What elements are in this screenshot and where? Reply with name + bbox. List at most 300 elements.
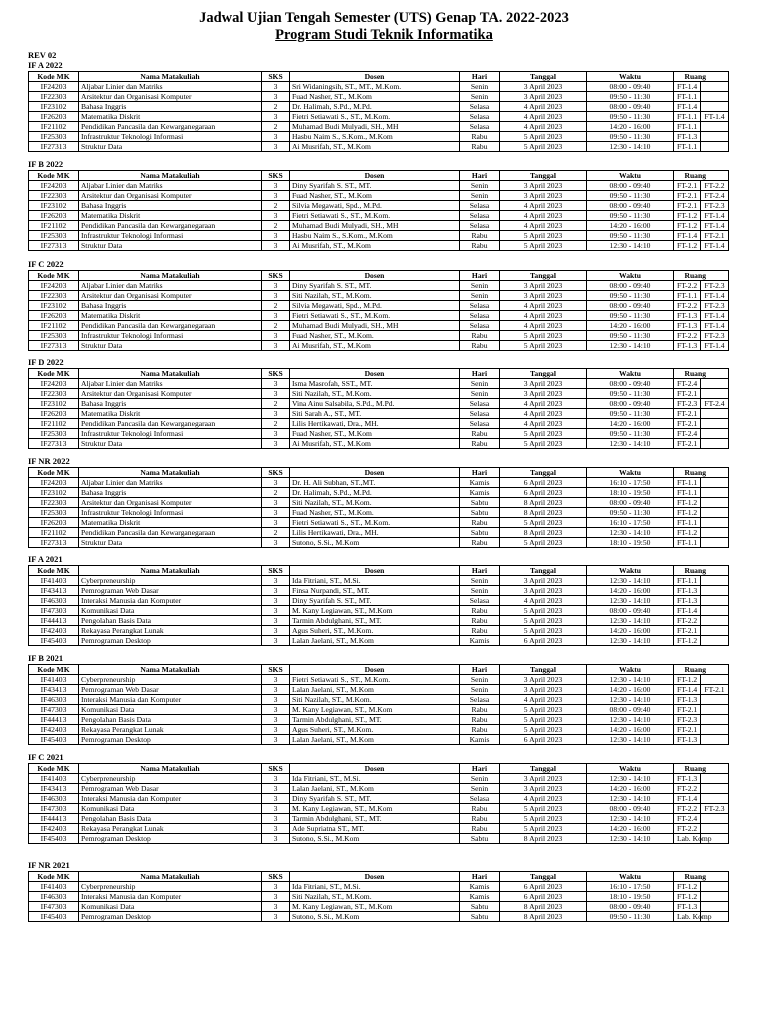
cell-ruang-1: FT-1.4: [674, 606, 701, 616]
cell-ruang-1: FT-1.3: [674, 596, 701, 606]
cell-tanggal: 6 April 2023: [500, 882, 587, 892]
cell-ruang-2: [701, 419, 729, 429]
cell-nama-matakuliah: Pemrograman Web Dasar: [79, 586, 262, 596]
cell-ruang-1: FT-2.3: [674, 715, 701, 725]
cell-waktu: 12:30 - 14:10: [587, 675, 674, 685]
section-label: IF D 2022: [28, 357, 64, 367]
table-row: [29, 902, 729, 912]
header-tanggal: Tanggal: [500, 271, 587, 281]
cell-hari: Selasa: [460, 794, 500, 804]
cell-dosen: Isma Masrofah, SST., MT.: [290, 379, 460, 389]
cell-sks: 3: [262, 518, 290, 528]
cell-dosen: Ida Fitriani, ST., M.Si.: [290, 882, 460, 892]
cell-hari: Senin: [460, 92, 500, 102]
cell-kode-mk: IF22303: [29, 291, 79, 301]
cell-nama-matakuliah: Cyberpreneurship: [79, 774, 262, 784]
cell-kode-mk: IF47303: [29, 606, 79, 616]
cell-dosen: Lilis Hertikawati, Dra., MH.: [290, 528, 460, 538]
cell-nama-matakuliah: Arsitektur dan Organisasi Komputer: [79, 191, 262, 201]
cell-ruang-1: FT-2.2: [674, 804, 701, 814]
cell-sks: 3: [262, 379, 290, 389]
cell-ruang-1: FT-1.2: [674, 675, 701, 685]
cell-tanggal: 8 April 2023: [500, 508, 587, 518]
header-hari: Hari: [460, 872, 500, 882]
cell-ruang-1: FT-2.1: [674, 705, 701, 715]
cell-kode-mk: IF45403: [29, 735, 79, 745]
cell-waktu: 18:10 - 19:50: [587, 488, 674, 498]
cell-sks: 3: [262, 882, 290, 892]
cell-sks: 3: [262, 912, 290, 922]
cell-nama-matakuliah: Pemrograman Web Dasar: [79, 685, 262, 695]
cell-hari: Rabu: [460, 341, 500, 351]
cell-tanggal: 5 April 2023: [500, 616, 587, 626]
cell-sks: 3: [262, 725, 290, 735]
cell-dosen: Ade Supriatna ST., MT.: [290, 824, 460, 834]
table-row: [29, 715, 729, 725]
cell-sks: 3: [262, 814, 290, 824]
cell-waktu: 12:30 - 14:10: [587, 695, 674, 705]
cell-sks: 3: [262, 191, 290, 201]
cell-hari: Senin: [460, 389, 500, 399]
cell-dosen: Hasbu Naim S., S.Kom., M.Kom: [290, 231, 460, 241]
cell-kode-mk: IF24203: [29, 82, 79, 92]
header-nama: Nama Matakuliah: [79, 171, 262, 181]
cell-tanggal: 5 April 2023: [500, 804, 587, 814]
cell-waktu: 09:50 - 11:30: [587, 508, 674, 518]
cell-ruang-1: FT-2.1: [674, 201, 701, 211]
cell-kode-mk: IF46303: [29, 892, 79, 902]
cell-nama-matakuliah: Pendidikan Pancasila dan Kewarganegaraan: [79, 419, 262, 429]
cell-hari: Sabtu: [460, 912, 500, 922]
cell-sks: 2: [262, 399, 290, 409]
table-row: [29, 379, 729, 389]
cell-dosen: Sutono, S.Si., M.Kom: [290, 538, 460, 548]
cell-waktu: 08:00 - 09:40: [587, 281, 674, 291]
cell-ruang-2: [701, 675, 729, 685]
cell-ruang-1: FT-1.3: [674, 902, 701, 912]
cell-kode-mk: IF24203: [29, 281, 79, 291]
table-row: [29, 794, 729, 804]
cell-sks: 3: [262, 774, 290, 784]
cell-nama-matakuliah: Komunikasi Data: [79, 705, 262, 715]
cell-ruang-2: [701, 92, 729, 102]
cell-waktu: 18:10 - 19:50: [587, 892, 674, 902]
cell-ruang-2: [701, 488, 729, 498]
cell-nama-matakuliah: Aljabar Linier dan Matriks: [79, 181, 262, 191]
cell-waktu: 16:10 - 17:50: [587, 478, 674, 488]
header-ruang: Ruang: [674, 369, 729, 379]
cell-nama-matakuliah: Cyberpreneurship: [79, 675, 262, 685]
header-sks: SKS: [262, 566, 290, 576]
cell-sks: 3: [262, 606, 290, 616]
cell-dosen: Vina Ainu Salsabila, S.Pd., M.Pd.: [290, 399, 460, 409]
cell-waktu: 12:30 - 14:10: [587, 834, 674, 844]
cell-ruang-2: [701, 528, 729, 538]
cell-dosen: Tarmin Abdulghani, ST., MT.: [290, 814, 460, 824]
cell-ruang-1: FT-1.2: [674, 508, 701, 518]
cell-dosen: Ai Musrifah, ST., M.Kom: [290, 439, 460, 449]
table-row: [29, 606, 729, 616]
cell-tanggal: 5 April 2023: [500, 715, 587, 725]
cell-hari: Senin: [460, 586, 500, 596]
cell-nama-matakuliah: Pemrograman Desktop: [79, 912, 262, 922]
table-row: [29, 488, 729, 498]
cell-dosen: Diny Syarifah S. ST., MT.: [290, 794, 460, 804]
cell-nama-matakuliah: Arsitektur dan Organisasi Komputer: [79, 92, 262, 102]
cell-ruang-1: FT-2.4: [674, 814, 701, 824]
table-row: [29, 291, 729, 301]
cell-waktu: 12:30 - 14:10: [587, 715, 674, 725]
cell-ruang-2: [701, 882, 729, 892]
header-tanggal: Tanggal: [500, 468, 587, 478]
header-waktu: Waktu: [587, 72, 674, 82]
cell-dosen: Tarmin Abdulghani, ST., MT.: [290, 616, 460, 626]
table-row: [29, 211, 729, 221]
cell-ruang-2: [701, 596, 729, 606]
cell-hari: Rabu: [460, 429, 500, 439]
cell-ruang-2: [701, 774, 729, 784]
cell-tanggal: 4 April 2023: [500, 321, 587, 331]
cell-kode-mk: IF22303: [29, 389, 79, 399]
cell-waktu: 08:00 - 09:40: [587, 301, 674, 311]
table-row: [29, 685, 729, 695]
cell-waktu: 09:50 - 11:30: [587, 112, 674, 122]
cell-ruang-1: FT-1.3: [674, 586, 701, 596]
cell-nama-matakuliah: Interaksi Manusia dan Komputer: [79, 695, 262, 705]
header-tanggal: Tanggal: [500, 171, 587, 181]
cell-ruang-1: FT-1.3: [674, 341, 701, 351]
cell-ruang-1: FT-2.1: [674, 409, 701, 419]
table-row: [29, 102, 729, 112]
cell-waktu: 09:50 - 11:30: [587, 331, 674, 341]
cell-kode-mk: IF43413: [29, 586, 79, 596]
cell-tanggal: 3 April 2023: [500, 685, 587, 695]
header-waktu: Waktu: [587, 171, 674, 181]
cell-ruang-2: [701, 794, 729, 804]
header-kode: Kode MK: [29, 872, 79, 882]
cell-kode-mk: IF25303: [29, 508, 79, 518]
cell-dosen: Fuad Nasher, ST., M.Kom: [290, 429, 460, 439]
cell-hari: Selasa: [460, 122, 500, 132]
cell-waktu: 08:00 - 09:40: [587, 498, 674, 508]
cell-hari: Senin: [460, 576, 500, 586]
cell-waktu: 14:20 - 16:00: [587, 586, 674, 596]
cell-nama-matakuliah: Arsitektur dan Organisasi Komputer: [79, 498, 262, 508]
cell-nama-matakuliah: Komunikasi Data: [79, 606, 262, 616]
cell-hari: Selasa: [460, 211, 500, 221]
cell-hari: Senin: [460, 82, 500, 92]
table-row: [29, 518, 729, 528]
cell-dosen: Dr. Halimah, S.Pd., M.Pd.: [290, 488, 460, 498]
cell-ruang-2: [701, 725, 729, 735]
cell-tanggal: 5 April 2023: [500, 824, 587, 834]
cell-ruang-1: FT-2.2: [674, 301, 701, 311]
cell-hari: Rabu: [460, 142, 500, 152]
cell-waktu: 12:30 - 14:10: [587, 528, 674, 538]
cell-ruang-2: FT-2.1: [701, 685, 729, 695]
cell-tanggal: 6 April 2023: [500, 478, 587, 488]
cell-ruang-1: FT-2.2: [674, 824, 701, 834]
cell-dosen: Diny Syarifah S. ST., MT.: [290, 281, 460, 291]
cell-sks: 3: [262, 804, 290, 814]
cell-ruang-2: [701, 824, 729, 834]
cell-nama-matakuliah: Pendidikan Pancasila dan Kewarganegaraan: [79, 528, 262, 538]
cell-kode-mk: IF46303: [29, 596, 79, 606]
header-kode: Kode MK: [29, 566, 79, 576]
cell-nama-matakuliah: Bahasa Inggris: [79, 301, 262, 311]
cell-ruang-1: FT-2.2: [674, 281, 701, 291]
cell-hari: Rabu: [460, 606, 500, 616]
cell-nama-matakuliah: Pemrograman Desktop: [79, 834, 262, 844]
cell-hari: Selasa: [460, 419, 500, 429]
cell-hari: Rabu: [460, 814, 500, 824]
header-sks: SKS: [262, 468, 290, 478]
table-row: [29, 181, 729, 191]
table-row: [29, 389, 729, 399]
cell-sks: 3: [262, 409, 290, 419]
section-label: IF B 2022: [28, 159, 64, 169]
cell-kode-mk: IF47303: [29, 804, 79, 814]
cell-ruang-2: [701, 616, 729, 626]
header-sks: SKS: [262, 369, 290, 379]
cell-waktu: 09:50 - 11:30: [587, 211, 674, 221]
cell-sks: 2: [262, 301, 290, 311]
cell-tanggal: 4 April 2023: [500, 211, 587, 221]
header-hari: Hari: [460, 566, 500, 576]
header-dosen: Dosen: [290, 72, 460, 82]
cell-kode-mk: IF26203: [29, 518, 79, 528]
cell-ruang-2: FT-2.3: [701, 301, 729, 311]
table-row: [29, 82, 729, 92]
cell-ruang-1: FT-1.2: [674, 892, 701, 902]
cell-waktu: 18:10 - 19:50: [587, 538, 674, 548]
schedule-table: [28, 71, 729, 152]
header-kode: Kode MK: [29, 764, 79, 774]
cell-waktu: 12:30 - 14:10: [587, 774, 674, 784]
header-nama: Nama Matakuliah: [79, 369, 262, 379]
cell-ruang-2: [701, 122, 729, 132]
cell-kode-mk: IF42403: [29, 626, 79, 636]
header-sks: SKS: [262, 72, 290, 82]
cell-dosen: Lalan Jaelani, ST., M.Kom: [290, 784, 460, 794]
table-row: [29, 122, 729, 132]
cell-ruang-2: [701, 892, 729, 902]
cell-waktu: 12:30 - 14:10: [587, 794, 674, 804]
header-tanggal: Tanggal: [500, 369, 587, 379]
cell-sks: 3: [262, 576, 290, 586]
cell-tanggal: 3 April 2023: [500, 92, 587, 102]
cell-ruang-2: FT-2.1: [701, 231, 729, 241]
cell-kode-mk: IF44413: [29, 814, 79, 824]
cell-nama-matakuliah: Pendidikan Pancasila dan Kewarganegaraan: [79, 221, 262, 231]
cell-sks: 2: [262, 528, 290, 538]
table-row: [29, 191, 729, 201]
cell-dosen: Muhamad Budi Mulyadi, SH., MH: [290, 321, 460, 331]
cell-hari: Kamis: [460, 636, 500, 646]
cell-nama-matakuliah: Pendidikan Pancasila dan Kewarganegaraan: [79, 321, 262, 331]
cell-ruang-2: [701, 379, 729, 389]
cell-ruang-2: FT-1.4: [701, 112, 729, 122]
cell-ruang-2: [701, 102, 729, 112]
cell-ruang-1: FT-1.3: [674, 774, 701, 784]
cell-dosen: Diny Syarifah S. ST., MT.: [290, 181, 460, 191]
cell-hari: Selasa: [460, 321, 500, 331]
table-header-row: [29, 764, 729, 774]
cell-hari: Rabu: [460, 241, 500, 251]
header-waktu: Waktu: [587, 665, 674, 675]
cell-hari: Senin: [460, 784, 500, 794]
cell-waktu: 12:30 - 14:10: [587, 576, 674, 586]
cell-hari: Sabtu: [460, 902, 500, 912]
cell-sks: 2: [262, 201, 290, 211]
cell-ruang-1: Lab. Komp: [674, 834, 701, 844]
document-subtitle: Program Studi Teknik Informatika: [275, 27, 493, 43]
cell-waktu: 09:50 - 11:30: [587, 291, 674, 301]
cell-tanggal: 4 April 2023: [500, 102, 587, 112]
cell-tanggal: 8 April 2023: [500, 498, 587, 508]
table-row: [29, 132, 729, 142]
table-header-row: [29, 171, 729, 181]
cell-nama-matakuliah: Matematika Diskrit: [79, 112, 262, 122]
table-row: [29, 626, 729, 636]
cell-nama-matakuliah: Interaksi Manusia dan Komputer: [79, 596, 262, 606]
cell-hari: Rabu: [460, 518, 500, 528]
cell-ruang-1: FT-1.4: [674, 685, 701, 695]
cell-dosen: M. Kany Legiawan, ST., M.Kom: [290, 606, 460, 616]
cell-tanggal: 5 April 2023: [500, 142, 587, 152]
cell-ruang-1: FT-1.4: [674, 794, 701, 804]
cell-dosen: M. Kany Legiawan, ST., M.Kom: [290, 902, 460, 912]
header-nama: Nama Matakuliah: [79, 72, 262, 82]
cell-nama-matakuliah: Cyberpreneurship: [79, 576, 262, 586]
table-row: [29, 231, 729, 241]
header-kode: Kode MK: [29, 72, 79, 82]
cell-waktu: 14:20 - 16:00: [587, 824, 674, 834]
table-row: [29, 92, 729, 102]
cell-tanggal: 3 April 2023: [500, 191, 587, 201]
cell-tanggal: 5 April 2023: [500, 626, 587, 636]
cell-ruang-1: FT-1.1: [674, 112, 701, 122]
cell-dosen: Tarmin Abdulghani, ST., MT.: [290, 715, 460, 725]
cell-ruang-1: FT-1.2: [674, 498, 701, 508]
cell-tanggal: 4 April 2023: [500, 221, 587, 231]
cell-nama-matakuliah: Aljabar Linier dan Matriks: [79, 82, 262, 92]
cell-kode-mk: IF23102: [29, 201, 79, 211]
header-tanggal: Tanggal: [500, 872, 587, 882]
cell-ruang-2: FT-1.4: [701, 291, 729, 301]
cell-sks: 3: [262, 331, 290, 341]
cell-ruang-2: FT-2.3: [701, 331, 729, 341]
cell-kode-mk: IF23102: [29, 102, 79, 112]
cell-tanggal: 5 April 2023: [500, 518, 587, 528]
cell-hari: Selasa: [460, 301, 500, 311]
header-dosen: Dosen: [290, 468, 460, 478]
cell-kode-mk: IF21102: [29, 122, 79, 132]
header-kode: Kode MK: [29, 369, 79, 379]
cell-tanggal: 5 April 2023: [500, 341, 587, 351]
cell-ruang-2: FT-1.4: [701, 321, 729, 331]
cell-dosen: Silvia Megawati, Spd., M.Pd.: [290, 301, 460, 311]
section-if-d-2022: [28, 357, 729, 449]
cell-nama-matakuliah: Bahasa Inggris: [79, 488, 262, 498]
cell-ruang-1: FT-1.2: [674, 636, 701, 646]
table-row: [29, 241, 729, 251]
table-header-row: [29, 665, 729, 675]
cell-waktu: 08:00 - 09:40: [587, 181, 674, 191]
cell-ruang-1: FT-2.1: [674, 626, 701, 636]
cell-sks: 3: [262, 389, 290, 399]
cell-hari: Senin: [460, 675, 500, 685]
cell-nama-matakuliah: Struktur Data: [79, 241, 262, 251]
table-row: [29, 814, 729, 824]
cell-sks: 3: [262, 281, 290, 291]
cell-sks: 3: [262, 834, 290, 844]
cell-kode-mk: IF27313: [29, 341, 79, 351]
cell-waktu: 14:20 - 16:00: [587, 626, 674, 636]
table-row: [29, 912, 729, 922]
section-if-b-2021: [28, 653, 729, 745]
cell-ruang-1: FT-1.3: [674, 132, 701, 142]
cell-dosen: Fietri Setiawati S., ST., M.Kom.: [290, 675, 460, 685]
header-sks: SKS: [262, 872, 290, 882]
cell-tanggal: 3 April 2023: [500, 281, 587, 291]
cell-nama-matakuliah: Struktur Data: [79, 142, 262, 152]
cell-tanggal: 6 April 2023: [500, 892, 587, 902]
cell-ruang-2: FT-2.3: [701, 281, 729, 291]
table-row: [29, 508, 729, 518]
cell-waktu: 09:50 - 11:30: [587, 191, 674, 201]
table-header-row: [29, 369, 729, 379]
table-row: [29, 419, 729, 429]
cell-hari: Senin: [460, 281, 500, 291]
cell-hari: Sabtu: [460, 528, 500, 538]
revision-label: REV 02: [28, 50, 57, 60]
header-dosen: Dosen: [290, 171, 460, 181]
cell-sks: 3: [262, 596, 290, 606]
table-row: [29, 695, 729, 705]
cell-nama-matakuliah: Aljabar Linier dan Matriks: [79, 478, 262, 488]
header-nama: Nama Matakuliah: [79, 764, 262, 774]
schedule-table: [28, 467, 729, 548]
section-label: IF C 2022: [28, 259, 64, 269]
cell-nama-matakuliah: Pengolahan Basis Data: [79, 715, 262, 725]
cell-waktu: 12:30 - 14:10: [587, 341, 674, 351]
table-row: [29, 882, 729, 892]
header-hari: Hari: [460, 72, 500, 82]
cell-kode-mk: IF27313: [29, 538, 79, 548]
cell-nama-matakuliah: Infrastruktur Teknologi Informasi: [79, 331, 262, 341]
cell-dosen: Siti Nazilah, ST., M.Kom.: [290, 291, 460, 301]
cell-tanggal: 4 April 2023: [500, 399, 587, 409]
cell-sks: 3: [262, 478, 290, 488]
cell-hari: Rabu: [460, 626, 500, 636]
cell-ruang-2: [701, 606, 729, 616]
cell-ruang-2: [701, 478, 729, 488]
cell-waktu: 08:00 - 09:40: [587, 902, 674, 912]
cell-tanggal: 8 April 2023: [500, 528, 587, 538]
cell-hari: Senin: [460, 774, 500, 784]
cell-waktu: 09:50 - 11:30: [587, 389, 674, 399]
cell-dosen: Fuad Nasher, ST., M.Kom.: [290, 331, 460, 341]
cell-dosen: Ai Musrifah, ST., M.Kom: [290, 142, 460, 152]
table-header-row: [29, 468, 729, 478]
cell-ruang-2: FT-1.4: [701, 221, 729, 231]
cell-waktu: 09:50 - 11:30: [587, 132, 674, 142]
header-tanggal: Tanggal: [500, 566, 587, 576]
table-row: [29, 616, 729, 626]
cell-hari: Senin: [460, 685, 500, 695]
cell-nama-matakuliah: Infrastruktur Teknologi Informasi: [79, 429, 262, 439]
